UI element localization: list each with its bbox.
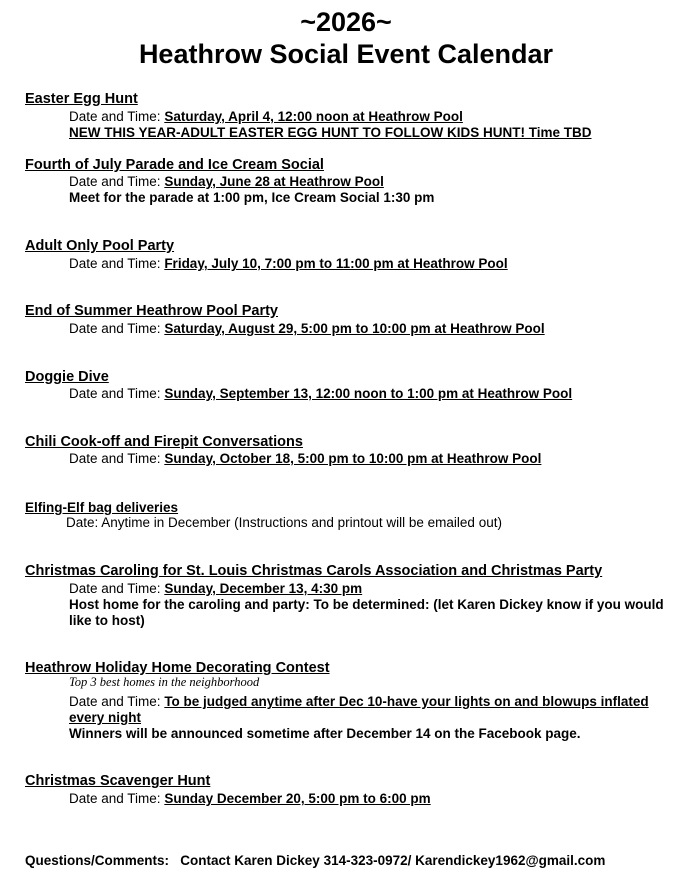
event-title: Christmas Caroling for St. Louis Christmas Carols Association and Christmas Party xyxy=(25,563,603,579)
datetime-value: Saturday, April 4, 12:00 noon at Heathrow Pool xyxy=(164,109,463,124)
event-datetime xyxy=(69,694,669,726)
datetime-label: Date and Time: xyxy=(69,321,165,336)
datetime-value: Sunday, December 13, 4:30 pm xyxy=(164,581,363,596)
event-datetime xyxy=(69,386,572,402)
datetime-value: Sunday, September 13, 12:00 noon to 1:00 pm at Heathrow Pool xyxy=(164,386,573,401)
event-datetime xyxy=(69,581,362,597)
datetime-label: Date and Time: xyxy=(69,174,165,189)
event-datetime xyxy=(69,321,545,337)
page-title: Heathrow Social Event Calendar xyxy=(138,39,554,69)
event-subtitle: Top 3 best homes in the neighborhood xyxy=(69,675,260,689)
contact-footer: Questions/Comments: Contact Karen Dickey 314-323-0972/ Karendickey1962@gmail.com xyxy=(25,853,606,868)
datetime-label: Date and Time: xyxy=(69,581,165,596)
datetime-label: Date and Time: xyxy=(69,109,165,124)
event-title: Doggie Dive xyxy=(25,369,109,385)
datetime-value: To be judged anytime after Dec 10-have your lights on and blowups inflated every night xyxy=(69,694,649,725)
event-title: Adult Only Pool Party xyxy=(25,238,175,254)
datetime-value: Sunday, October 18, 5:00 pm to 10:00 pm at Heathrow Pool xyxy=(164,451,542,466)
event-title: Christmas Scavenger Hunt xyxy=(25,773,211,789)
datetime-label: Date and Time: xyxy=(69,791,165,806)
datetime-value: Friday, July 10, 7:00 pm to 11:00 pm at Heathrow Pool xyxy=(164,256,508,271)
event-note: NEW THIS YEAR-ADULT EASTER EGG HUNT TO FOLLOW KIDS HUNT! Time TBD xyxy=(69,125,592,140)
datetime-value: Saturday, August 29, 5:00 pm to 10:00 pm at Heathrow Pool xyxy=(164,321,545,336)
datetime-label: Date and Time: xyxy=(69,451,165,466)
datetime-label: Date and Time: xyxy=(69,386,165,401)
event-title: End of Summer Heathrow Pool Party xyxy=(25,303,278,319)
event-text: Date: Anytime in December (Instructions and printout will be emailed out) xyxy=(66,515,502,530)
event-note: Meet for the parade at 1:00 pm, Ice Cream Social 1:30 pm xyxy=(69,190,435,205)
datetime-value: Sunday, June 28 at Heathrow Pool xyxy=(164,174,384,189)
event-datetime xyxy=(69,256,508,272)
event-note: Host home for the caroling and party: To be determined: (let Karen Dickey know if you would like to host) xyxy=(69,597,664,628)
event-title: Easter Egg Hunt xyxy=(25,91,138,107)
event-datetime xyxy=(69,109,463,125)
event-title: Heathrow Holiday Home Decorating Contest xyxy=(25,660,330,676)
event-title: Elfing-Elf bag deliveries xyxy=(25,500,179,515)
event-title: Chili Cook-off and Firepit Conversations xyxy=(25,434,303,450)
datetime-label: Date and Time: xyxy=(69,256,165,271)
event-datetime xyxy=(69,791,431,807)
event-datetime xyxy=(69,451,541,467)
datetime-value: Sunday December 20, 5:00 pm to 6:00 pm xyxy=(164,791,431,806)
event-title: Fourth of July Parade and Ice Cream Social xyxy=(25,157,324,173)
datetime-label: Date and Time: xyxy=(69,694,165,709)
calendar-year: ~2026~ xyxy=(300,7,392,37)
event-datetime xyxy=(69,174,384,190)
event-note: Winners will be announced sometime after December 14 on the Facebook page. xyxy=(69,726,581,741)
